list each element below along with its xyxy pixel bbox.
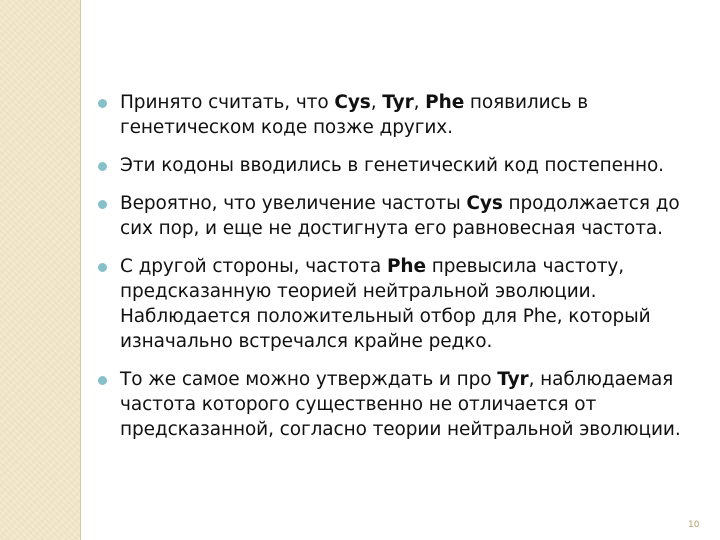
amino-acid-term: Cys (334, 92, 371, 113)
bullet-item-2 (102, 153, 702, 178)
bullet-marker (98, 200, 107, 209)
slide-content (82, 0, 720, 540)
bullet-text: Вероятно, что увеличение частоты (120, 193, 467, 214)
bullet-item-1 (102, 90, 702, 140)
bullet-item-4 (102, 254, 702, 354)
decorative-left-panel (0, 0, 80, 540)
amino-acid-term: Tyr (382, 92, 414, 113)
bullet-marker (98, 376, 107, 385)
bullet-marker (98, 99, 107, 108)
amino-acid-term: Cys (466, 193, 503, 214)
bullet-text: То же самое можно утверждать и про (120, 369, 498, 390)
bullet-item-3 (102, 191, 702, 241)
page-number: 10 (688, 520, 700, 530)
bullet-list (102, 90, 702, 442)
bullet-text: появились в генетическом коде позже других. (120, 92, 589, 138)
bullet-text: , (370, 92, 383, 113)
bullet-text: С другой стороны, частота (120, 256, 387, 277)
bullet-text: , наблюдаемая частота которого существенно не отличается от предсказанной, согласно теории нейтральной эволюции. (120, 369, 681, 440)
bullet-item-5 (102, 367, 702, 442)
amino-acid-term: Tyr (497, 369, 529, 390)
bullet-text: Принято считать, что (120, 92, 335, 113)
bullet-marker (98, 263, 107, 272)
bullet-text: превысила частоту, предсказанную теорией нейтральной эволюции. Наблюдается положительный отбор для Phe, который изначально встречался крайне редко. (120, 256, 651, 352)
bullet-text: , (413, 92, 426, 113)
bullet-text: Эти кодоны вводились в генетический код постепенно. (120, 155, 664, 176)
bullet-text: продолжается до сих пор, и еще не достигнута его равновесная частота. (120, 193, 680, 239)
amino-acid-term: Phe (425, 92, 465, 113)
bullet-marker (98, 162, 107, 171)
amino-acid-term: Phe (386, 256, 426, 277)
panel-divider (80, 0, 81, 540)
